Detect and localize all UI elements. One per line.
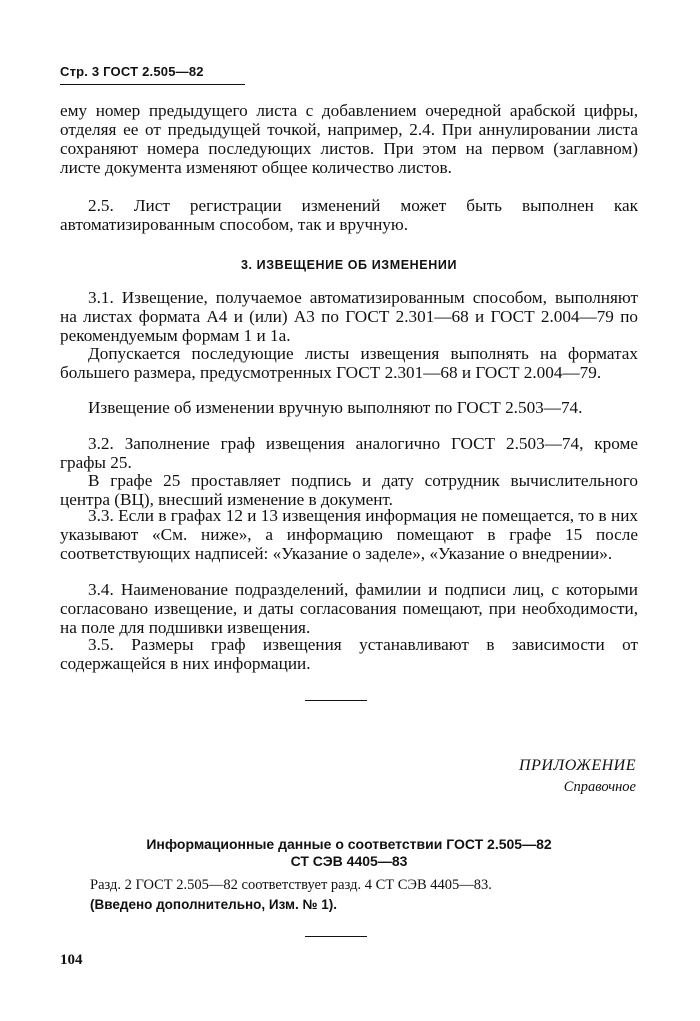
info-text-line-1: Разд. 2 ГОСТ 2.505—82 соответствует разд. 4 СТ СЭВ 4405—83. bbox=[90, 877, 492, 893]
page-number: 104 bbox=[60, 952, 83, 968]
paragraph-3-4: 3.4. Наименование подразделений, фамилии и подписи лиц, с которыми согласовано извещение, и даты согласования помещают, при необходимости, на поле для подшивки извещения. bbox=[60, 580, 638, 637]
info-title-line-1: Информационные данные о соответствии ГОСТ 2.505—82 bbox=[146, 836, 552, 852]
paragraph-3-5: 3.5. Размеры граф извещения устанавливают в зависимости от содержащейся в них информации. bbox=[60, 635, 638, 673]
appendix-subtitle: Справочное bbox=[563, 779, 636, 795]
separator-rule bbox=[305, 700, 367, 701]
page-header: Стр. 3 ГОСТ 2.505—82 bbox=[60, 64, 204, 79]
paragraph-3-2: 3.2. Заполнение граф извещения аналогично ГОСТ 2.503—74, кроме графы 25. bbox=[60, 434, 638, 472]
info-text-line-2: (Введено дополнительно, Изм. № 1). bbox=[90, 897, 338, 912]
paragraph-3-1-formats: Допускается последующие листы извещения выполнять на форматах большего размера, предусмотренных ГОСТ 2.301—68 и ГОСТ 2.004—79. bbox=[60, 344, 638, 382]
paragraph-2-4-continuation: ему номер предыдущего листа с добавлением очередной арабской цифры, отделяя ее от предыдущей точкой, например, 2.4. При аннулировании листа сохраняют номера последующих листов. При этом на первом (заглавном) листе документа изменяют общее количество листов. bbox=[60, 101, 638, 177]
appendix-label bbox=[519, 757, 636, 796]
header-underline bbox=[60, 84, 245, 85]
paragraph-3-1-manual: Извещение об изменении вручную выполняют по ГОСТ 2.503—74. bbox=[88, 398, 583, 417]
paragraph-3-2-column-25: В графе 25 проставляет подпись и дату сотрудник вычислительного центра (ВЦ), внесший изменение в документ. bbox=[60, 471, 638, 509]
bottom-separator-rule bbox=[305, 936, 367, 937]
section-title: 3. ИЗВЕЩЕНИЕ ОБ ИЗМЕНЕНИИ bbox=[240, 258, 458, 272]
info-title-line-2: СТ СЭВ 4405—83 bbox=[290, 853, 408, 869]
appendix-title: ПРИЛОЖЕНИЕ bbox=[519, 757, 636, 774]
paragraph-2-5: 2.5. Лист регистрации изменений может быть выполнен как автоматизированным способом, так и вручную. bbox=[60, 196, 638, 234]
info-title bbox=[60, 836, 638, 870]
info-text bbox=[90, 876, 492, 914]
paragraph-3-1: 3.1. Извещение, получаемое автоматизированным способом, выполняют на листах формата А4 и (или) А3 по ГОСТ 2.301—68 и ГОСТ 2.004—79 по рекомендуемым формам 1 и 1а. bbox=[60, 288, 638, 345]
paragraph-3-3: 3.3. Если в графах 12 и 13 извещения информация не помещается, то в них указывают «См. ниже», а информацию помещают в графе 15 после соответствующих надписей: «Указание о заделе», «Указание о внедрении». bbox=[60, 506, 638, 563]
